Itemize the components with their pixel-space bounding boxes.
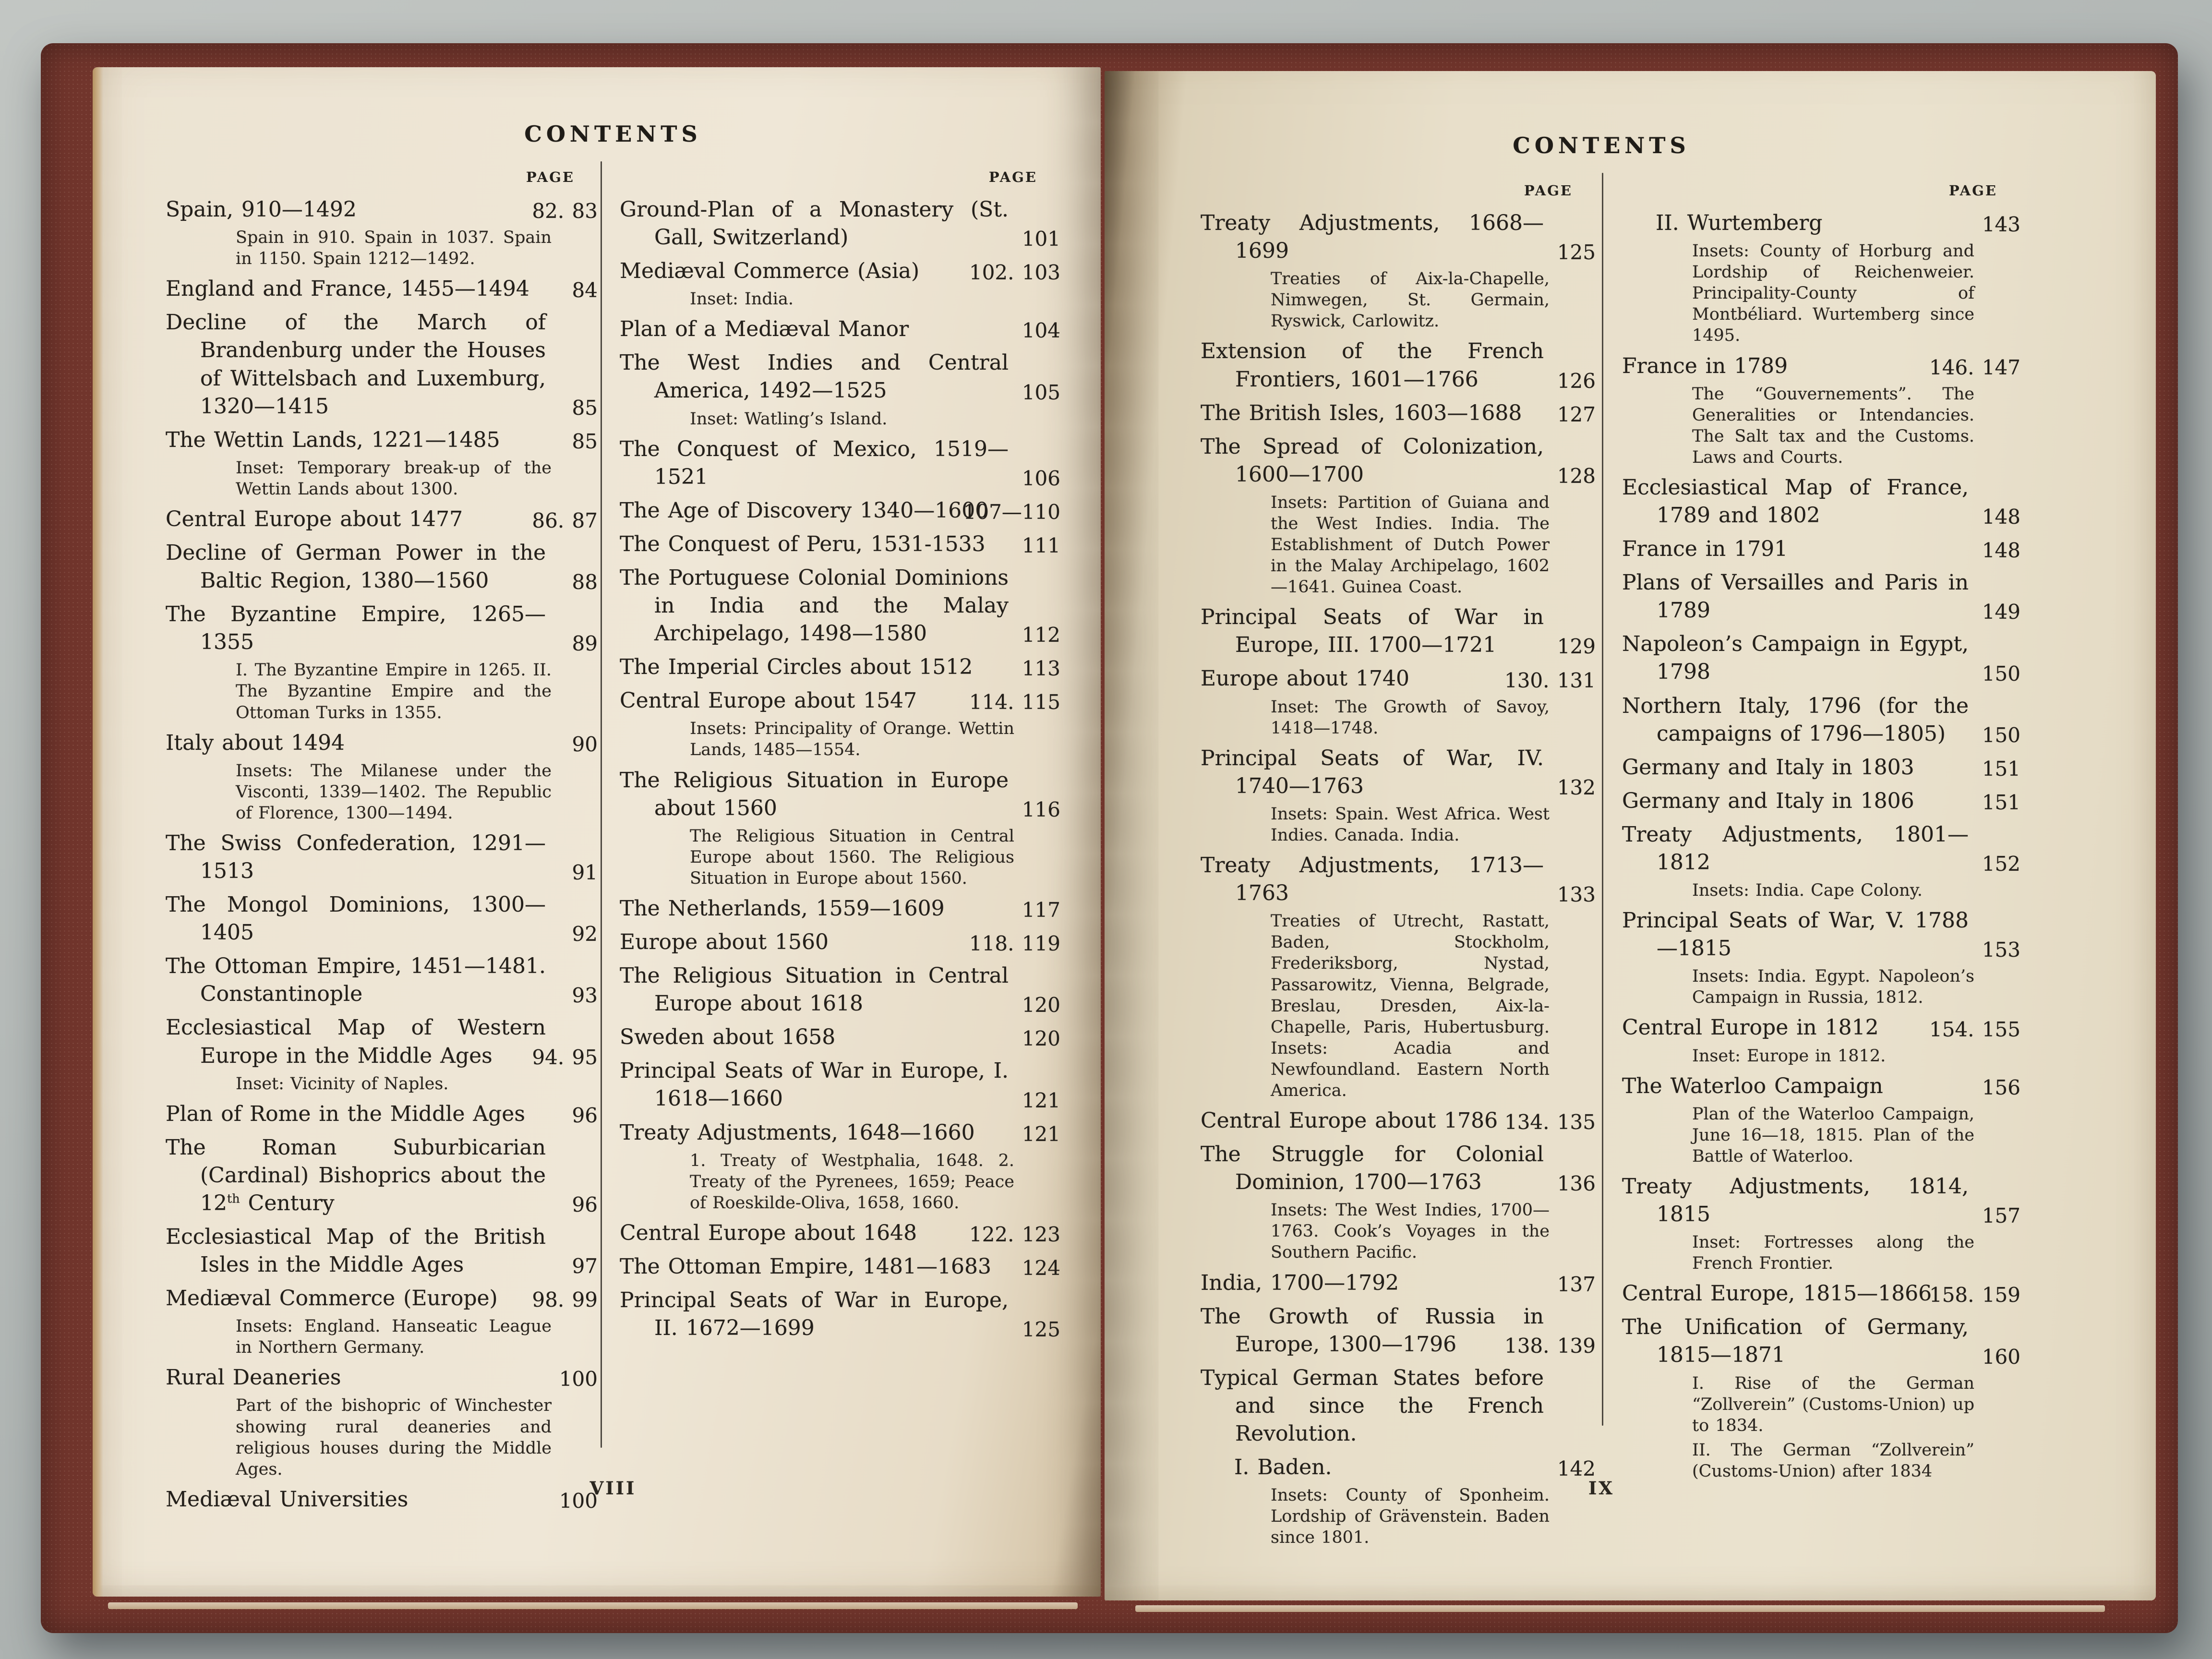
page-stack-edge [1135,1605,2105,1612]
toc-entry-page-number: 93 [572,984,598,1008]
toc-entry-title: The Mongol Dominions, 1300—1405 [166,892,546,945]
toc-entry-title: Treaty Adjustments, 1801—1812 [1622,822,1969,875]
toc-entry-page-number: 118. 119 [969,932,1060,956]
toc-entry-page-number: 84 [572,278,598,302]
toc-entry-note: Spain in 910. Spain in 1037. Spain in 1150. Spain 1212—1492. [236,228,552,269]
toc-entry [1622,907,2020,1008]
toc-entry-note: Insets: County of Sponheim. Lordship of Grävenstein. Baden since 1801. [1271,1486,1550,1548]
toc-entry-page-number: 129 [1557,635,1596,659]
toc-entry-note: Part of the bishopric of Winchester showing rural deaneries and religious houses during the Middle Ages. [236,1396,552,1479]
toc-entry-page-number: 154. 155 [1929,1017,2020,1041]
toc-entry-page-number: 85 [572,429,598,453]
toc-entry-page-number: 148 [1982,539,2020,563]
toc-entry-title: Decline of the March of Brandenburg under the Houses of Wittelsbach and Luxemburg, 1320—1415 [166,310,546,419]
toc-entry-page-number: 82. 83 [532,199,598,223]
toc-entry-title: Plans of Versailles and Paris in 1789 [1622,570,1969,623]
toc-entry-title: The Religious Situation in Central Europe about 1618 [620,963,1009,1016]
toc-entry-title: The Waterloo Campaign [1622,1073,1883,1098]
toc-entry [1201,1141,1596,1263]
toc-entry [1201,399,1596,427]
toc-entry [166,1134,598,1217]
toc-entry [1201,665,1596,738]
toc-entry-title: Ecclesiastical Map of the British Isles in the Middle Ages [166,1224,546,1277]
toc-entry [1622,821,2020,901]
toc-entry-page-number: 125 [1557,240,1596,264]
toc-entry-page-number: 98. 99 [532,1288,598,1312]
toc-entry [620,564,1060,648]
toc-column [620,169,1060,1348]
toc-entry-note: The Religious Situation in Central Europe about 1560. The Religious Situation in Europe about 1560. [690,826,1014,888]
toc-entry [166,1223,598,1279]
toc-entry-page-number: 132 [1557,775,1596,799]
toc-entry-title: Treaty Adjustments, 1814, 1815 [1622,1174,1969,1227]
toc-entry [620,497,1060,525]
toc-entry [620,928,1060,956]
toc-entry-title: The Growth of Russia in Europe, 1300—1796 [1201,1304,1544,1357]
toc-entry-page-number: 120 [1022,993,1060,1017]
toc-entry-page-number: 137 [1557,1272,1596,1296]
toc-entry [1201,603,1596,659]
toc-entry [620,962,1060,1018]
toc-entry [1622,1313,2020,1482]
toc-entry-title: Central Europe in 1812 [1622,1015,1879,1040]
toc-entry-title: Ecclesiastical Map of France, 1789 and 1802 [1622,475,1969,528]
toc-entry [166,309,598,420]
toc-entry-page-number: 120 [1022,1027,1060,1051]
toc-entry-page-number: 105 [1022,380,1060,404]
toc-entry-page-number: 151 [1982,790,2020,814]
toc-entry-page-number: 121 [1022,1088,1060,1112]
toc-entry-title: Germany and Italy in 1806 [1622,788,1914,813]
toc-entry-page-number: 136 [1557,1172,1596,1196]
toc-entry-note: Inset: Fortresses along the French Frontier. [1692,1233,1974,1274]
toc-entry-title: The Conquest of Mexico, 1519—1521 [620,436,1009,489]
toc-entry-title: Central Europe about 1477 [166,506,463,531]
toc-entry-page-number: 150 [1982,723,2020,747]
toc-entry [1201,433,1596,598]
toc-entry-title: The Ottoman Empire, 1481—1683 [620,1254,991,1279]
toc-entry [620,435,1060,491]
toc-entry-title: The Imperial Circles about 1512 [620,655,973,680]
toc-entry [1622,535,2020,563]
toc-entry-title: Ground-Plan of a Monastery (St. Gall, Switzerland) [620,197,1009,250]
toc-entry-page-number: 116 [1022,797,1060,821]
toc-entry-title: Northern Italy, 1796 (for the campaigns of 1796—1805) [1622,693,1969,746]
toc-entry [620,315,1060,343]
toc-entry-title: The Roman Suburbicarian (Cardinal) Bishoprics about the 12th Century [166,1135,546,1215]
toc-entry [1201,337,1596,393]
toc-entry-page-number: 134. 135 [1504,1110,1596,1134]
column-page-label: PAGE [988,169,1037,185]
toc-entry-title: The Ottoman Empire, 1451—1481. Constantinople [166,954,546,1007]
toc-entry-title: Sweden about 1658 [620,1025,836,1050]
toc-entry-page-number: 111 [1022,533,1060,557]
toc-entry-title: The Conquest of Peru, 1531-1533 [620,531,986,556]
toc-entry-note: Insets: Spain. West Africa. West Indies. Canada. India. [1271,804,1550,845]
toc-entry-page-number: 88 [572,570,598,594]
toc-entry-page-number: 104 [1022,319,1060,343]
toc-entry-title: Central Europe about 1547 [620,688,917,713]
folio-number: IX [1588,1478,1614,1499]
toc-entry-title: The Byzantine Empire, 1265—1355 [166,602,546,655]
toc-entry-page-number: 101 [1022,227,1060,251]
toc-entry-title: France in 1789 [1622,353,1788,378]
toc-entry [1201,745,1596,846]
toc-entry-note: Insets: Partition of Guiana and the West Indies. India. The Establishment of Dutch Power in the Malay Archipelago, 1602—1641. Guinea Coast. [1271,493,1550,597]
toc-entry-title: Mediæval Universities [166,1487,409,1512]
toc-entry-page-number: 122. 123 [969,1222,1060,1246]
toc-entry-title: Principal Seats of War, IV. 1740—1763 [1201,745,1544,798]
column-page-label: PAGE [1524,182,1573,199]
toc-entry [620,653,1060,681]
toc-entry-page-number: 107—110 [963,500,1060,524]
toc-entry-title: II. Wurtemberg [1656,211,1823,235]
toc-entry-title: Central Europe about 1786 [1201,1108,1498,1133]
toc-entry-note: Insets: India. Egypt. Napoleon’s Campaign in Russia, 1812. [1692,967,1974,1008]
toc-entry-note: Plan of the Waterloo Campaign, June 16—18, 1815. Plan of the Battle of Waterloo. [1692,1104,1974,1166]
toc-entry [620,1023,1060,1051]
toc-entry [1201,1454,1596,1548]
column-divider-rule [601,161,602,1448]
toc-entry [1622,1173,2020,1274]
toc-entry-title: Central Europe about 1648 [620,1220,917,1245]
toc-entry-page-number: 151 [1982,757,2020,781]
toc-entry-title: Mediæval Commerce (Asia) [620,259,920,284]
toc-entry-page-number: 138. 139 [1504,1334,1596,1358]
toc-entry [1201,209,1596,332]
toc-entry [166,196,598,269]
toc-entry [1622,209,2020,347]
toc-entry-title: Central Europe, 1815—1866 [1622,1281,1932,1306]
toc-entry-page-number: 142 [1557,1457,1596,1481]
toc-entry [1622,1072,2020,1167]
toc-entry-note: Treaties of Utrecht, Rastatt, Baden, Stockholm, Frederiksborg, Nystad, Passarowitz, Vienna, Belgrade, Breslau, Dresden, Aix-la-Chapelle, Paris, Hubertusburg. Insets: Acadia and Newfoundland. Eastern North America. [1271,912,1550,1100]
toc-entry [166,891,598,947]
toc-entry-title: France in 1791 [1622,537,1788,562]
toc-entry [1201,1269,1596,1297]
toc-entry-page-number: 148 [1982,505,2020,529]
toc-entry-page-number: 90 [572,732,598,756]
toc-entry-title: England and France, 1455—1494 [166,276,529,301]
toc-entry-page-number: 149 [1982,600,2020,624]
page-heading: CONTENTS [1513,132,1690,158]
toc-entry [1201,1303,1596,1358]
toc-entry-page-number: 89 [572,632,598,656]
toc-entry-title: The Portuguese Colonial Dominions in India and the Malay Archipelago, 1498—1580 [620,565,1009,646]
toc-entry-page-number: 124 [1022,1256,1060,1280]
toc-entry [1201,1364,1596,1448]
toc-entry-note: Insets: The West Indies, 1700—1763. Cook’s Voyages in the Southern Pacific. [1271,1201,1550,1262]
toc-entry-title: Napoleon’s Campaign in Egypt, 1798 [1622,632,1969,685]
toc-entry [620,895,1060,923]
toc-entry-note: I. Rise of the German “Zollverein” (Customs-Union) up to 1834. [1692,1373,1974,1435]
toc-entry-note: II. The German “Zollverein” (Customs-Union) after 1834 [1692,1440,1974,1481]
toc-entry [166,952,598,1008]
page-stack-edge [108,1602,1078,1609]
toc-entry-title: The Wettin Lands, 1221—1485 [166,427,500,452]
toc-entry-page-number: 150 [1982,661,2020,685]
toc-column [1201,182,1596,1554]
toc-entry-page-number: 160 [1982,1345,2020,1369]
toc-entry [1201,852,1596,1101]
toc-entry-note: Inset: Watling’s Island. [690,409,888,429]
toc-entry-note: 1. Treaty of Westphalia, 1648. 2. Treaty of the Pyrenees, 1659; Peace of Roeskilde-Oliva, 1658, 1660. [690,1151,1014,1213]
toc-entry-title: Mediæval Commerce (Europe) [166,1286,498,1311]
toc-entry-title: Treaty Adjustments, 1668—1699 [1201,211,1544,264]
toc-entry-title: The Age of Discovery 1340—1600 [620,498,989,523]
toc-entry-note: Inset: India. [690,289,793,309]
toc-entry-title: The British Isles, 1603—1688 [1201,400,1522,425]
toc-entry [620,1057,1060,1113]
toc-entry-title: Plan of Rome in the Middle Ages [166,1101,525,1126]
toc-entry-note: Inset: Europe in 1812. [1692,1046,1886,1066]
toc-entry [620,1119,1060,1214]
toc-entry [620,530,1060,558]
toc-entry-note: Inset: Vicinity of Naples. [236,1074,449,1094]
toc-entry-title: Principal Seats of War in Europe, II. 1672—1699 [620,1288,1009,1341]
toc-entry [166,275,598,303]
toc-entry-page-number: 86. 87 [532,509,598,532]
toc-entry-page-number: 128 [1557,464,1596,488]
toc-entry-page-number: 106 [1022,466,1060,490]
toc-entry-page-number: 117 [1022,898,1060,922]
toc-entry [620,767,1060,889]
toc-entry-page-number: 152 [1982,852,2020,876]
toc-entry [166,830,598,885]
toc-entry-title: Ecclesiastical Map of Western Europe in the Middle Ages [166,1015,546,1068]
toc-entry-page-number: 91 [572,861,598,885]
toc-entry-title: Treaty Adjustments, 1713—1763 [1201,853,1544,906]
toc-entry [166,426,598,500]
toc-entry [166,1014,598,1094]
toc-entry-note: Insets: Principality of Orange. Wettin Lands, 1485—1554. [690,719,1014,760]
toc-entry-title: The Netherlands, 1559—1609 [620,896,945,921]
toc-entry-title: Treaty Adjustments, 1648—1660 [620,1120,975,1145]
toc-entry-page-number: 85 [572,396,598,420]
toc-entry [620,257,1060,310]
toc-entry-note: The “Gouvernements”. The Generalities or Intendancies. The Salt tax and the Customs. Laws and Courts. [1692,384,1974,467]
toc-entry [1622,1014,2020,1066]
toc-entry-page-number: 126 [1557,369,1596,393]
toc-entry [1622,474,2020,529]
toc-entry-title: Typical German States before and since the French Revolution. [1201,1365,1544,1446]
toc-column [166,169,598,1519]
toc-entry-title: The West Indies and Central America, 1492—1525 [620,350,1009,403]
toc-entry-note: Insets: The Milanese under the Visconti, 1339—1402. The Republic of Florence, 1300—1494. [236,761,552,823]
toc-entry-note: I. The Byzantine Empire in 1265. II. The Byzantine Empire and the Ottoman Turks in 1355. [236,661,552,722]
book-cover [41,43,2178,1633]
toc-entry [620,349,1060,429]
toc-entry-note: Treaties of Aix-la-Chapelle, Nimwegen, St. Germain, Ryswick, Carlowitz. [1271,269,1550,331]
toc-entry-title: Decline of German Power in the Baltic Region, 1380—1560 [166,541,546,593]
toc-entry-page-number: 121 [1022,1122,1060,1146]
toc-entry-page-number: 153 [1982,938,2020,962]
toc-entry-page-number: 114. 115 [969,690,1060,714]
toc-entry [1622,1280,2020,1308]
toc-entry [1622,754,2020,781]
toc-entry-page-number: 96 [572,1192,598,1216]
toc-entry-title: Germany and Italy in 1803 [1622,755,1914,780]
toc-entry-page-number: 94. 95 [532,1045,598,1069]
toc-entry-title: Spain, 910—1492 [166,197,357,222]
toc-entry [166,601,598,723]
toc-entry-page-number: 133 [1557,883,1596,907]
toc-entry [1201,1107,1596,1135]
toc-entry-note: Inset: The Growth of Savoy, 1418—1748. [1271,697,1550,738]
toc-entry [620,1286,1060,1342]
toc-entry-title: Principal Seats of War, V. 1788—1815 [1622,908,1969,961]
toc-entry [166,729,598,824]
toc-entry [620,1253,1060,1281]
toc-entry-page-number: 158. 159 [1929,1283,2020,1307]
toc-entry-note: Insets: England. Hanseatic League in Northern Germany. [236,1317,552,1358]
page-left [93,67,1101,1597]
toc-entry-page-number: 92 [572,922,598,946]
toc-entry-title: Europe about 1560 [620,930,829,955]
toc-entry [166,539,598,595]
toc-entry-title: The Religious Situation in Europe about 1560 [620,768,1009,820]
toc-entry [1622,630,2020,686]
column-page-label: PAGE [526,169,575,185]
toc-entry-page-number: 97 [572,1254,598,1278]
toc-entry-note: Inset: Temporary break-up of the Wettin Lands about 1300. [236,458,552,499]
toc-entry-page-number: 130. 131 [1504,668,1596,692]
toc-entry-title: Europe about 1740 [1201,666,1410,691]
toc-entry-page-number: 100 [559,1367,598,1391]
page-right [1105,71,2156,1600]
column-page-label: PAGE [1948,182,1997,199]
toc-entry-note: Insets: County of Horburg and Lordship of Reichenweier. Principality-County of Montbéliard. Wurtemberg since 1495. [1692,241,1974,346]
toc-column [1622,182,2020,1488]
toc-entry-title: Italy about 1494 [166,730,345,755]
page-heading: CONTENTS [524,121,702,147]
toc-entry-page-number: 112 [1022,623,1060,647]
toc-entry [166,1100,598,1128]
toc-entry [166,1364,598,1479]
toc-entry-page-number: 143 [1982,213,2020,237]
toc-entry-page-number: 127 [1557,402,1596,426]
toc-entry-page-number: 156 [1982,1075,2020,1099]
toc-entry-title: The Struggle for Colonial Dominion, 1700—1763 [1201,1142,1544,1195]
toc-entry [1622,352,2020,468]
toc-entry [166,505,598,533]
toc-entry-title: Principal Seats of War in Europe, III. 1700—1721 [1201,605,1544,658]
folio-number: VIII [589,1478,637,1499]
toc-entry [1622,692,2020,748]
toc-entry-title: The Spread of Colonization, 1600—1700 [1201,434,1544,487]
toc-entry-title: Plan of a Mediæval Manor [620,317,909,342]
toc-entry-page-number: 125 [1022,1318,1060,1342]
toc-entry-page-number: 113 [1022,657,1060,681]
toc-entry [620,687,1060,760]
toc-entry-page-number: 100 [559,1489,598,1513]
toc-entry-title: The Unification of Germany, 1815—1871 [1622,1315,1969,1368]
toc-entry [166,1285,598,1358]
toc-entry [620,196,1060,252]
toc-entry-title: Extension of the French Frontiers, 1601—1766 [1201,339,1544,392]
toc-entry-page-number: 102. 103 [969,261,1060,285]
toc-entry-title: Rural Deaneries [166,1365,341,1390]
toc-entry-note: Insets: India. Cape Colony. [1692,881,1923,901]
toc-entry [1622,569,2020,625]
toc-entry-title: India, 1700—1792 [1201,1270,1399,1295]
toc-entry-page-number: 96 [572,1103,598,1127]
toc-entry-title: I. Baden. [1234,1455,1332,1480]
toc-entry-title: The Swiss Confederation, 1291—1513 [166,830,546,884]
toc-entry [620,1219,1060,1247]
toc-entry-page-number: 146. 147 [1929,355,2020,379]
column-divider-rule [1602,173,1603,1426]
toc-entry-title: Principal Seats of War in Europe, I. 1618—1660 [620,1058,1009,1111]
toc-entry [1622,787,2020,815]
toc-entry-page-number: 157 [1982,1204,2020,1228]
